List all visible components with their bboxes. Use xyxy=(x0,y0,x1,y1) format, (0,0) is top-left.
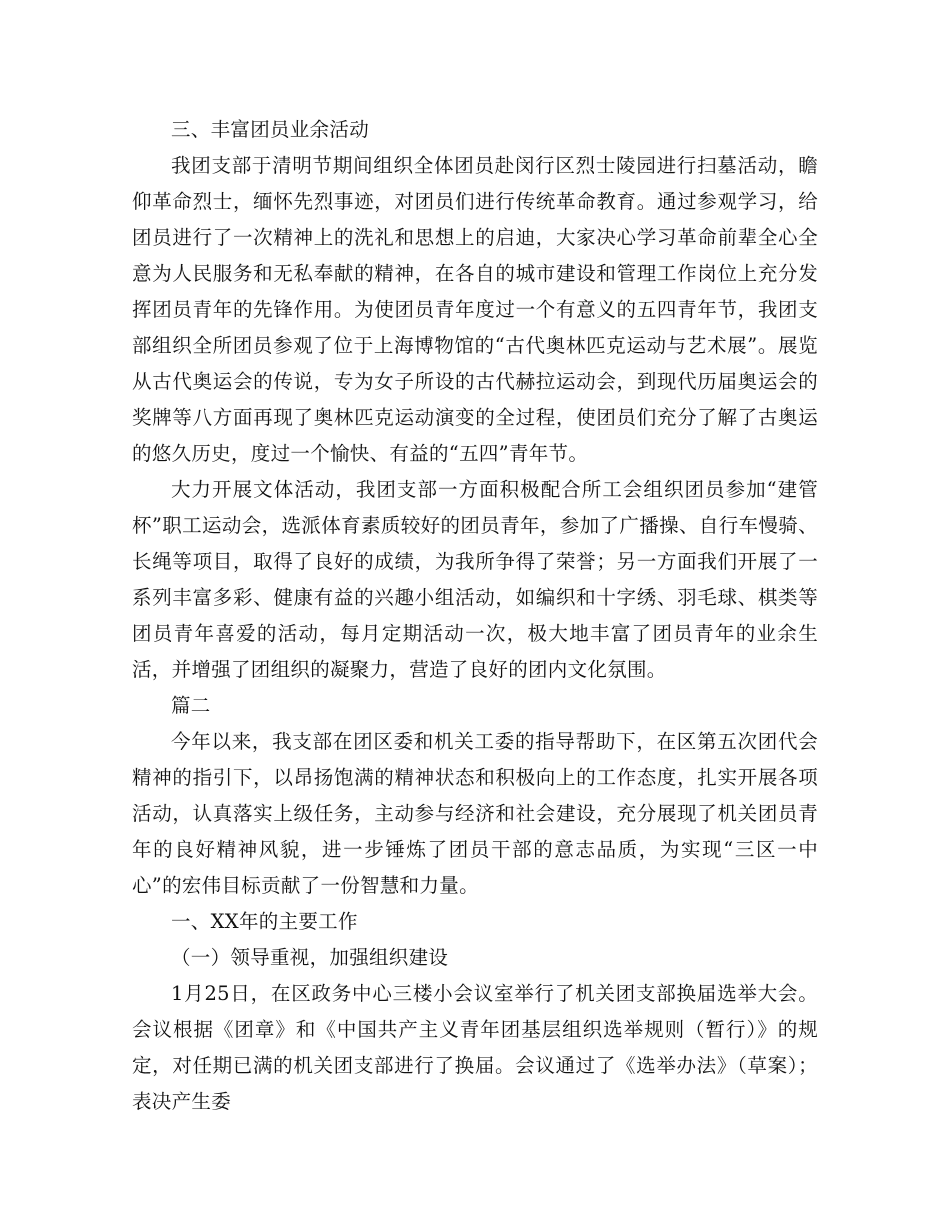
paragraph-qingming-visit: 我团支部于清明节期间组织全体团员赴闵行区烈士陵园进行扫墓活动，瞻仰革命烈士，缅怀先烈事迹，对团员们进行传统革命教育。通过参观学习，给团员进行了一次精神上的洗礼和思想上的启迪，大家决心学习革命前辈全心全意为人民服务和无私奉献的精神，在各自的城市建设和管理工作岗位上充分发挥团员青年的先锋作用。为使团员青年度过一个有意义的五四青年节，我团支部组织全所团员参观了位于上海博物馆的“古代奥林匹克运动与艺术展”。展览从古代奥运会的传说，专为女子所设的古代赫拉运动会，到现代历届奥运会的奖牌等八方面再现了奥林匹克运动演变的全过程，使团员们充分了解了古奥运的悠久历史，度过一个愉快、有益的“五四”青年节。 xyxy=(132,154,818,465)
section-heading-part-two: 篇二 xyxy=(171,694,211,717)
paragraph-election-meeting: 1月25日，在区政务中心三楼小会议室举行了机关团支部换届选举大会。会议根据《团章》和《中国共产主义青年团基层组织选举规则（暂行）》的规定，对任期已满的机关团支部进行了换届。会议通过了《选举办法》（草案）；表决产生委 xyxy=(132,982,818,1113)
paragraph-sports-activities: 大力开展文体活动，我团支部一方面积极配合所工会组织团员参加“建管杯”职工运动会，选派体育素质较好的团员青年，参加了广播操、自行车慢骑、长绳等项目，取得了良好的成绩，为我所争得了荣誉；另一方面我们开展了一系列丰富多彩、健康有益的兴趣小组活动，如编织和十字绣、羽毛球、棋类等团员青年喜爱的活动，每月定期活动一次，极大地丰富了团员青年的业余生活，并增强了团组织的凝聚力，营造了良好的团内文化氛围。 xyxy=(132,478,818,681)
section-heading-enrich-activities: 三、丰富团员业余活动 xyxy=(171,118,370,141)
paragraph-this-year-intro: 今年以来，我支部在团区委和机关工委的指导帮助下，在区第五次团代会精神的指引下，以昂扬饱满的精神状态和积极向上的工作态度，扎实开展各项活动，认真落实上级任务，主动参与经济和社会建设，充分展现了机关团员青年的良好精神风貌，进一步锤炼了团员干部的意志品质，为实现“三区一中心”的宏伟目标贡献了一份智慧和力量。 xyxy=(132,730,818,897)
document-page xyxy=(132,112,818,1120)
section-heading-main-work: 一、XX年的主要工作 xyxy=(171,910,358,933)
subsection-heading-organization: （一）领导重视，加强组织建设 xyxy=(171,946,449,969)
